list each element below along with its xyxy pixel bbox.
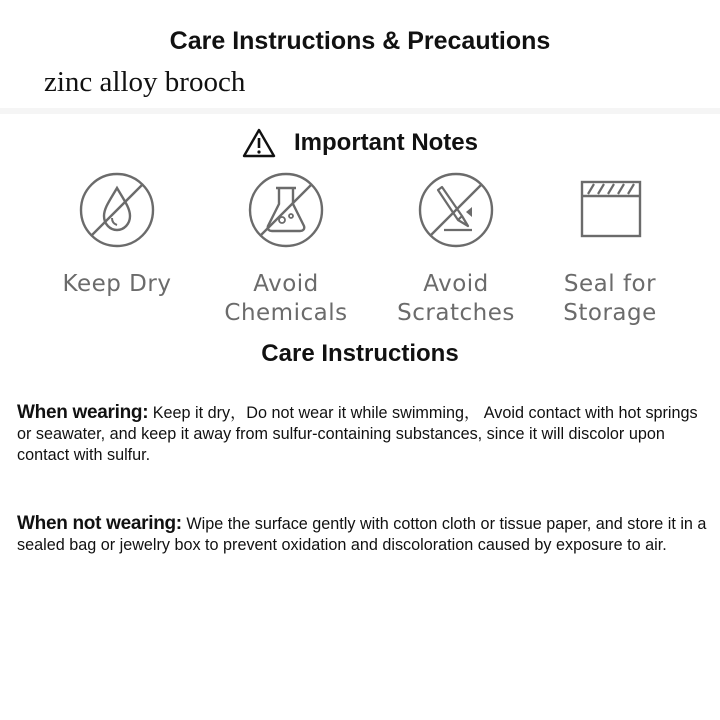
no-water-drop-icon [77,170,157,250]
when-wearing-text: Keep it dry，Do not wear it while swimming， Avoid contact with hot springs or seawater, and keep it away from sulfur-containing substances, since it will discolor upon contact with sulfur. [17,404,698,464]
note-seal-for-storage [530,170,690,328]
note-avoid-chemicals [206,170,366,328]
important-notes-title: Important Notes [293,129,478,156]
care-instructions-title: Care Instructions [261,340,459,367]
divider [0,108,720,114]
warning-triangle-icon [242,128,276,158]
no-scratch-knife-icon [416,170,496,250]
note-label: Keep Dry [62,271,172,297]
note-keep-dry [37,170,197,299]
when-not-wearing-paragraph [17,513,707,556]
when-not-wearing-lead: When not wearing: [17,513,182,534]
note-label: Seal for Storage [563,271,657,326]
when-wearing-paragraph [17,402,707,466]
note-label: Avoid Chemicals [224,271,348,326]
note-avoid-scratches [376,170,536,328]
no-chemicals-flask-icon [246,170,326,250]
when-wearing-lead: When wearing: [17,402,149,423]
important-notes-header [0,128,720,158]
notes-icon-row [0,170,720,340]
product-subtitle: zinc alloy brooch [44,66,246,98]
page-title: Care Instructions & Precautions [169,27,551,55]
sealed-bag-icon [570,170,650,250]
when-not-wearing-text: Wipe the surface gently with cotton cloth or tissue paper, and store it in a sealed bag or jewelry box to prevent oxidation and discoloration caused by exposure to air. [17,515,707,554]
note-label: Avoid Scratches [397,271,515,326]
